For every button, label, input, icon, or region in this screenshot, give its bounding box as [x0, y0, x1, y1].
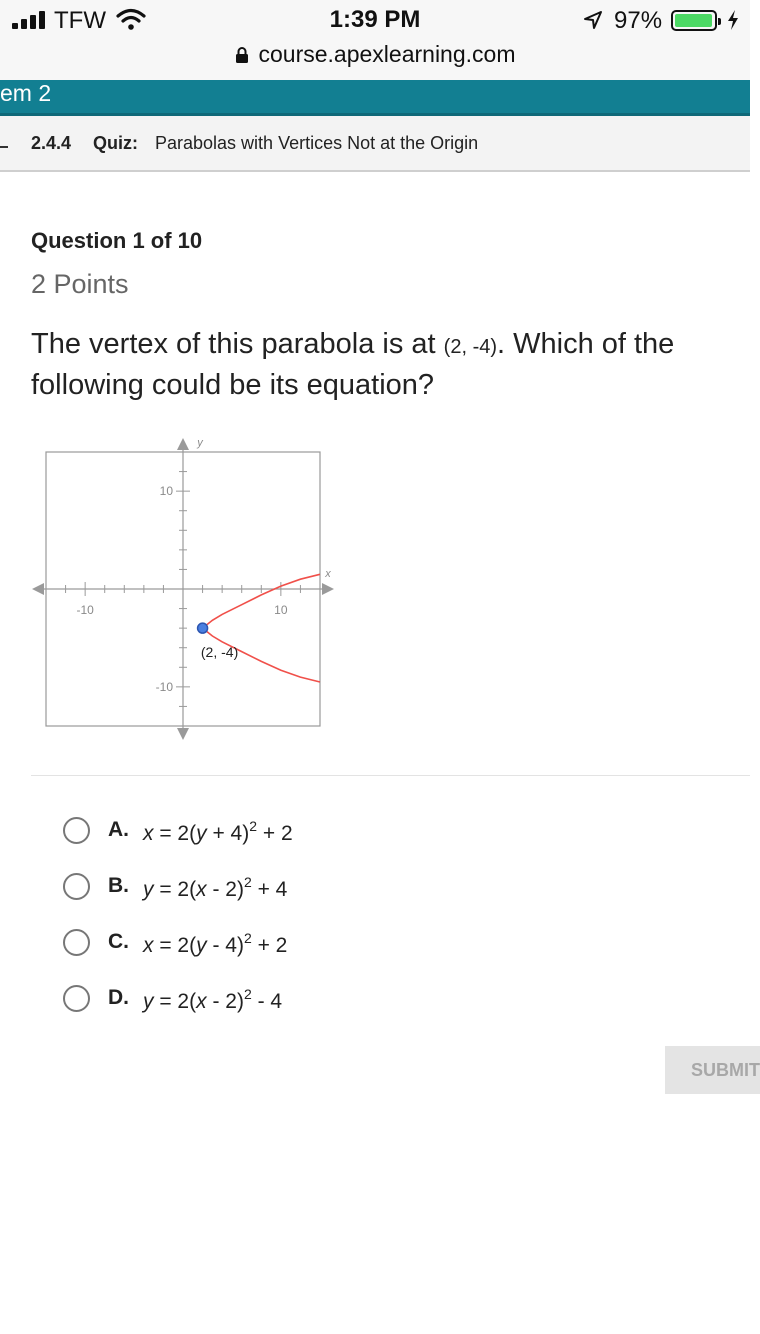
x-axis-right-arrow — [322, 583, 334, 595]
radio-button[interactable] — [63, 985, 90, 1012]
vertex-label: (2, -4) — [200, 644, 239, 661]
eq-exponent: 2 — [243, 930, 252, 946]
eq-mid: = 2( — [153, 934, 197, 957]
eq-exponent: 2 — [243, 874, 252, 890]
choice-equation — [143, 930, 287, 958]
choice-equation — [143, 874, 287, 902]
eq-mid: = 2( — [153, 990, 197, 1013]
y-tick-label: 10 — [159, 484, 173, 499]
charging-bolt-icon — [726, 9, 740, 31]
url-text: course.apexlearning.com — [258, 41, 516, 67]
choice-letter: A. — [108, 818, 129, 841]
vertex-point — [198, 623, 208, 633]
eq-var2: y — [196, 822, 207, 845]
eq-end: + 2 — [251, 934, 288, 957]
y-axis-label: y — [197, 437, 203, 449]
battery-percent: 97% — [614, 7, 663, 34]
carrier-name: TFW — [54, 7, 106, 34]
status-bar — [0, 0, 750, 40]
choice-equation — [143, 818, 293, 846]
answer-choice[interactable] — [63, 983, 363, 1013]
divider — [31, 775, 750, 776]
eq-var2: y — [196, 934, 207, 957]
lock-icon — [235, 46, 249, 64]
y-axis-bottom-arrow — [177, 728, 189, 740]
answer-choice[interactable] — [63, 815, 363, 845]
radio-button[interactable] — [63, 873, 90, 900]
choice-letter: D. — [108, 986, 129, 1009]
eq-var: y — [143, 878, 154, 901]
y-axis-top-arrow — [177, 438, 189, 450]
eq-tail: - 4) — [206, 934, 244, 957]
eq-end: + 4 — [251, 878, 288, 901]
submit-button[interactable]: SUBMIT — [665, 1046, 760, 1094]
question-vertex: (2, -4) — [443, 336, 498, 358]
eq-var: y — [143, 990, 154, 1013]
course-bar-text[interactable]: em 2 — [0, 80, 52, 106]
eq-var: x — [143, 822, 154, 845]
quiz-number: 2.4.4 — [31, 133, 72, 153]
choice-letter: C. — [108, 930, 129, 953]
quiz-kind: Quiz: — [93, 133, 138, 153]
choice-letter: B. — [108, 874, 129, 897]
answer-choice[interactable] — [63, 927, 363, 957]
question-text-start: The vertex of this parabola is at — [31, 328, 436, 360]
eq-end: - 4 — [251, 990, 283, 1013]
menu-toggle-icon[interactable] — [0, 146, 8, 148]
eq-mid: = 2( — [153, 822, 197, 845]
eq-var2: x — [196, 990, 207, 1013]
x-tick-label: 10 — [274, 603, 288, 617]
radio-button[interactable] — [63, 817, 90, 844]
quiz-title: Parabolas with Vertices Not at the Origin — [155, 133, 479, 153]
address-bar[interactable] — [0, 40, 750, 80]
eq-mid: = 2( — [153, 878, 197, 901]
eq-tail: - 2) — [206, 990, 244, 1013]
y-tick-label: -10 — [155, 679, 173, 694]
eq-var2: x — [196, 878, 207, 901]
clock: 1:39 PM — [329, 6, 421, 33]
eq-exponent: 2 — [243, 986, 252, 1002]
radio-button[interactable] — [63, 929, 90, 956]
eq-var: x — [143, 934, 154, 957]
question-text — [31, 325, 731, 404]
question-points: 2 Points — [31, 269, 129, 299]
quiz-header — [0, 116, 750, 172]
eq-tail: + 4) — [206, 822, 250, 845]
x-axis-left-arrow — [32, 583, 44, 595]
question-text-end: . Which of the following could be its equation? — [31, 328, 675, 401]
location-arrow-icon — [582, 9, 604, 31]
choice-equation — [143, 986, 282, 1014]
x-axis-label: x — [325, 568, 331, 580]
eq-exponent: 2 — [249, 818, 258, 834]
battery-icon — [671, 10, 717, 31]
answer-choice[interactable] — [63, 871, 363, 901]
course-nav-bar — [0, 80, 750, 116]
question-label: Question 1 of 10 — [31, 228, 203, 253]
parabola-graph — [30, 432, 340, 744]
eq-end: + 2 — [257, 822, 293, 845]
x-tick-label: -10 — [76, 603, 94, 617]
eq-tail: - 2) — [206, 878, 244, 901]
